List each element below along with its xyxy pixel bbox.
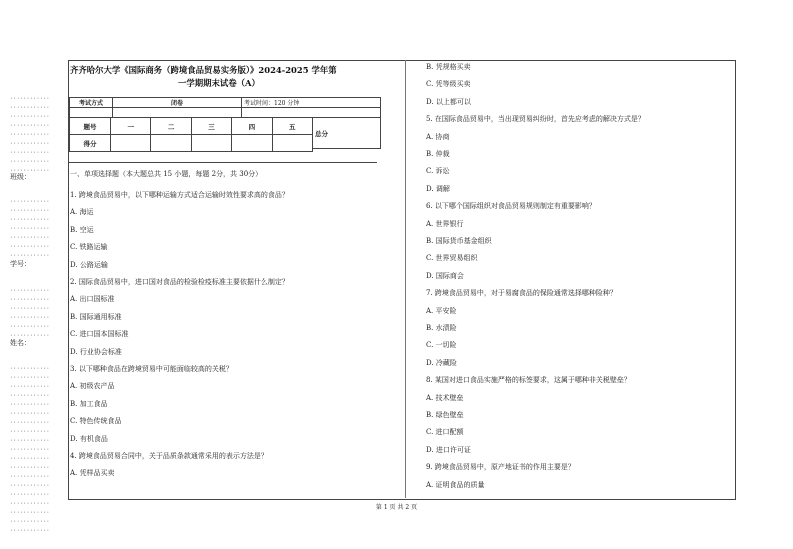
question-line: 1. 跨境食品贸易中，以下哪种运输方式适合运输时效性要求高的食品？ (70, 191, 289, 199)
binding-dots: ············ (10, 315, 50, 321)
score-cell (191, 135, 231, 152)
binding-dots: ············ (10, 375, 50, 381)
question-line: 6. 以下哪个国际组织对食品贸易规则制定有重要影响？ (426, 202, 596, 211)
question-line: A. 技术壁垒 (426, 393, 464, 402)
question-line: B. 空运 (70, 225, 94, 234)
question-line: A. 海运 (70, 208, 94, 217)
score-col-2: 二 (151, 118, 191, 135)
binding-dots: ············ (10, 226, 50, 232)
question-line: C. 特色传统食品 (70, 417, 122, 426)
exam-time: 考试时间：120 分钟 (242, 98, 381, 108)
binding-dots: ············ (10, 447, 50, 453)
binding-dots: ············ (10, 333, 50, 339)
binding-dots: ············ (10, 217, 50, 223)
exam-mode-label: 考试方式 (70, 98, 113, 108)
binding-dots: ············ (10, 384, 50, 390)
section-divider (69, 162, 377, 163)
score-col-4: 四 (232, 118, 272, 135)
question-line: D. 调解 (426, 184, 450, 193)
question-line: 5. 在国际食品贸易中，当出现贸易纠纷时，首先应考虑的解决方式是？ (426, 115, 645, 124)
score-cell (111, 135, 151, 152)
exam-mode-value: 闭卷 (113, 98, 242, 108)
question-line: D. 行业协会标准 (70, 347, 122, 356)
binding-dots: ············ (10, 208, 50, 214)
question-line: B. 国际通用标准 (70, 312, 122, 321)
question-line: D. 进口许可证 (426, 445, 471, 454)
binding-dots: ············ (10, 297, 50, 303)
question-line: B. 水渍险 (426, 324, 457, 332)
question-line: 3. 以下哪种食品在跨境贸易中可能面临较高的关税？ (70, 365, 233, 373)
binding-dots: ············ (10, 123, 50, 129)
score-cell (151, 135, 191, 152)
question-line: B. 绿色壁垒 (426, 411, 464, 419)
binding-dots: ············ (10, 465, 50, 471)
question-line: C. 凭等级买卖 (426, 80, 471, 89)
question-line: B. 仲裁 (426, 150, 450, 158)
question-line: C. 铁路运输 (70, 243, 108, 252)
question-line: 9. 跨境食品贸易中，原产地证书的作用主要是？ (426, 463, 575, 472)
score-col-3: 三 (191, 118, 231, 135)
binding-dots: ············ (10, 393, 50, 399)
binding-dots: ············ (10, 324, 50, 330)
score-table (69, 117, 313, 152)
question-line: A. 证明食品的质量 (426, 480, 485, 489)
binding-dots: ············ (10, 519, 50, 525)
question-line: D. 以上都可以 (426, 97, 471, 106)
question-line: 8. 某国对进口食品实施严格的标签要求，这属于哪种非关税壁垒？ (426, 376, 631, 385)
binding-dots: ············ (10, 420, 50, 426)
question-line: B. 凭规格买卖 (426, 63, 471, 71)
section-heading: 一、单项选择题（本大题总共 15 小题，每题 2分，共 30分） (70, 170, 263, 178)
question-number-label: 题号 (70, 118, 111, 135)
question-line: D. 国际商会 (426, 271, 464, 280)
question-line: A. 凭样品买卖 (70, 469, 115, 478)
class-label: 班级： (10, 173, 31, 181)
question-line: 7. 跨境食品贸易中，对于易腐食品的保险通常选择哪种险种？ (426, 289, 617, 298)
binding-dots: ············ (10, 244, 50, 250)
binding-dots: ············ (10, 483, 50, 489)
name-label: 姓名： (10, 339, 31, 347)
question-line: A. 出口国标准 (70, 295, 115, 304)
question-line: D. 公路运输 (70, 260, 108, 269)
binding-dots: ············ (10, 288, 50, 294)
binding-dots: ············ (10, 366, 50, 372)
exam-title-line1: 齐齐哈尔大学《国际商务（跨境食品贸易实务版）》2024-2025 学年第 (70, 65, 337, 75)
binding-dots: ············ (10, 528, 50, 534)
question-line: D. 有机食品 (70, 434, 108, 443)
student-id-label: 学号： (10, 260, 31, 268)
binding-dots: ············ (10, 510, 50, 516)
page-footer: 第 1 页 共 2 页 (375, 504, 418, 511)
score-cell (272, 135, 312, 152)
question-line: D. 冷藏险 (426, 358, 457, 367)
question-line: B. 国际货币基金组织 (426, 237, 492, 245)
binding-dots: ············ (10, 411, 50, 417)
question-line: B. 加工食品 (70, 399, 108, 408)
column-divider (405, 60, 406, 498)
score-cell (232, 135, 272, 152)
binding-dots: ············ (10, 132, 50, 138)
question-line: C. 进口国本国标准 (70, 330, 129, 339)
score-col-5: 五 (272, 118, 312, 135)
binding-dots: ············ (10, 168, 50, 174)
question-line: C. 诉讼 (426, 167, 450, 176)
binding-dots: ············ (10, 253, 50, 259)
binding-dots: ············ (10, 199, 50, 205)
binding-dots: ············ (10, 474, 50, 480)
question-line: C. 进口配额 (426, 428, 464, 437)
question-line: C. 世界贸易组织 (426, 254, 478, 263)
binding-dots: ············ (10, 105, 50, 111)
score-col-1: 一 (111, 118, 151, 135)
exam-title-line2: 一学期期末试卷（A） (178, 78, 260, 88)
binding-dots: ············ (10, 96, 50, 102)
binding-dots: ············ (10, 402, 50, 408)
question-line: C. 一切险 (426, 341, 457, 350)
question-line: A. 世界银行 (426, 219, 464, 228)
binding-dots: ············ (10, 141, 50, 147)
binding-dots: ············ (10, 501, 50, 507)
binding-dots: ············ (10, 150, 50, 156)
question-line: 4. 跨境食品贸易合同中，关于品质条款通常采用的表示方法是？ (70, 452, 268, 460)
question-line: A. 平安险 (426, 306, 457, 315)
binding-dots: ············ (10, 306, 50, 312)
binding-dots: ············ (10, 492, 50, 498)
binding-dots: ············ (10, 456, 50, 462)
binding-dots: ············ (10, 429, 50, 435)
question-line: A. 协商 (426, 132, 450, 141)
binding-dots: ············ (10, 114, 50, 120)
binding-dots: ············ (10, 159, 50, 165)
binding-dots: ············ (10, 438, 50, 444)
exam-info-table (69, 97, 381, 118)
question-line: 2. 国际食品贸易中，进口国对食品的检验检疫标准主要依据什么制定？ (70, 278, 289, 286)
binding-dots: ············ (10, 235, 50, 241)
score-row-label: 得分 (70, 135, 111, 152)
total-score-label: 总分 (313, 117, 381, 149)
question-line: A. 初级农产品 (70, 382, 115, 391)
